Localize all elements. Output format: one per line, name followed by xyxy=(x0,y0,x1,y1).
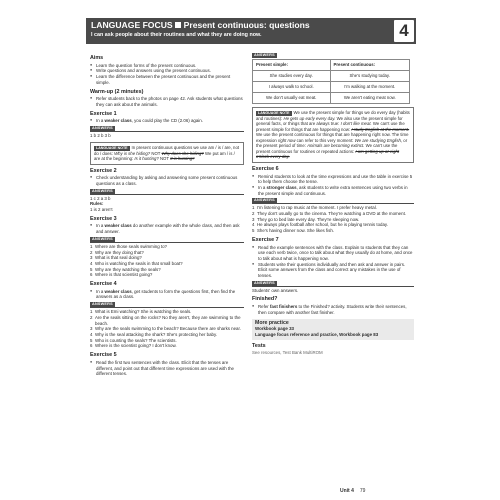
more-practice-item: Workbook page 33 xyxy=(255,326,294,332)
table-row xyxy=(253,82,410,93)
answers-label: ANSWERS xyxy=(254,280,275,285)
exercise-7-heading: Exercise 7 xyxy=(252,236,279,243)
tense-comparison-table xyxy=(252,59,410,104)
exercise-7-text: ● Read the example sentences with the class. Explain to students that they can use each verb twice, once to talk about what they usually do at home, and once to talk about what is happening now. xyxy=(252,245,414,262)
exercise-5-heading: Exercise 5 xyxy=(90,352,117,359)
exercise-2-answers: 1 c 2 a 3 b Rules: 1 is 2 aren't xyxy=(90,194,244,213)
table-header: Present continuous: xyxy=(330,60,409,71)
table-cell: She's studying today. xyxy=(330,71,409,82)
exercise-6-heading: Exercise 6 xyxy=(252,165,279,172)
table-cell: We don't usually eat meat. xyxy=(253,93,331,104)
answers-label: ANSWERS xyxy=(92,188,113,193)
unit-number-badge: 4 xyxy=(392,18,416,44)
exercise-6-tip: ● In a stronger class, ask students to write extra sentences using two verbs in the present simple and continuous. xyxy=(252,185,414,196)
answers-label: ANSWERS xyxy=(92,236,113,241)
exercise-6-text: ● Remind students to look at the time expressions and use the table in exercise 5 to help them choose the tense. xyxy=(252,174,414,185)
answer-item: 3 They go to bed late every day. They're sleeping now. xyxy=(252,216,360,222)
answer-item: 4 Why is the seal attacking the shark? She's protecting her baby. xyxy=(90,332,218,337)
exercise-4-tip: ● In a weaker class, get students to form the questions first, then find the answers as a class. xyxy=(90,289,244,300)
lesson-topic: Present continuous: questions xyxy=(183,20,310,30)
table-header: Present simple: xyxy=(253,60,331,71)
exercise-3-answers xyxy=(90,242,244,278)
answer-item: 4 He always plays football after school, but he is playing tennis today. xyxy=(252,222,388,228)
table-cell: I'm walking at the moment. xyxy=(330,82,409,93)
lesson-header xyxy=(86,18,416,44)
page-footer xyxy=(340,488,365,494)
answer-item: 5 Why are they watching the seals? xyxy=(90,266,161,272)
square-bullet-icon xyxy=(175,22,181,28)
exercise-3-tip: ● In a weaker class do another example with the whole class, and then ask and answer. xyxy=(90,223,244,234)
answer-item: 1 Where are those seals swimming to? xyxy=(90,243,167,249)
teacher-notes-page xyxy=(86,18,416,488)
warmup-heading: Warm-up (2 minutes) xyxy=(90,88,144,95)
table-cell: She studies every day. xyxy=(253,71,331,82)
exercise-1-answers: 1 b 2 b 3 b xyxy=(90,131,244,139)
exercise-5-text: ● Read the first two sentences with the class. Elicit that the tenses are different, and point out that different time expressions are used with the different tenses. xyxy=(90,360,244,377)
table-header-row xyxy=(253,60,410,71)
answer-item: 5 She's having dinner now. She likes fish. xyxy=(252,228,334,234)
answer-item: 2 Why are they doing that? xyxy=(90,249,144,255)
answer-item: 1 I'm listening to rap music at the moment. I prefer heavy metal. xyxy=(252,205,377,211)
more-practice-title: More practice xyxy=(255,319,289,326)
answer-item: 3 Why are the seals swimming to the beach? Because there are sharks near. xyxy=(90,326,241,332)
lesson-subtitle: I can ask people about their routines and what they are doing now. xyxy=(91,32,262,38)
answer-item: 5 Who is counting the seals? The scientists. xyxy=(90,337,177,343)
aim-item: ● Learn the difference between the present continuous and the present simple. xyxy=(90,74,244,85)
exercise-7-answers: Students' own answers. xyxy=(252,286,414,294)
aims-heading: Aims xyxy=(90,55,104,61)
right-column xyxy=(252,52,414,356)
answer-item: 3 What is that seal doing? xyxy=(90,255,142,261)
exercise-1-heading: Exercise 1 xyxy=(90,110,117,117)
exercise-2-heading: Exercise 2 xyxy=(90,167,117,174)
table-cell: I always walk to school. xyxy=(253,82,331,93)
warmup-text: ● Refer students back to the photos on page 42. Ask students what questions they can ask about the animals. xyxy=(90,96,244,107)
answers-label: ANSWERS xyxy=(254,198,275,203)
table-row xyxy=(253,71,410,82)
language-note-2: LANGUAGE NOTE We use the present simple for things we do every day (habits and routines): He gets up early every day. We also use the present simple for general facts, or things that are always true: I don't like meat. We can't use the present simple for things that are happening now: I study English at the moment. We use the present continuous for things that are happening right now. The time expression right now can refer to this very moment: We are studying English, or the present period of time: Animals are becoming extinct. We can't use the present continuous for routines or repeated actions: I am getting up at eight o'clock every day. xyxy=(252,107,414,163)
tests-heading: Tests xyxy=(252,342,266,349)
tests-text: See resources, Test Bank MultiROM xyxy=(252,350,323,356)
page-number: 79 xyxy=(359,488,366,494)
exercise-4-heading: Exercise 4 xyxy=(90,281,117,288)
exercise-3-heading: Exercise 3 xyxy=(90,215,117,222)
finished-heading: Finished? xyxy=(252,296,278,303)
language-note-label: LANGUAGE NOTE xyxy=(96,145,128,150)
footer-unit: Unit 4 xyxy=(340,488,354,494)
answer-item: 6 Where is the scientist going? I don't know. xyxy=(90,343,177,349)
language-note-1: LANGUAGE NOTE In present continuous questions we use am / is / are, not do / does: Why is she hiding? NOT Why does she hiding? We put am / is / are at the beginning: Is it hunting? NOT It is hunting? xyxy=(90,142,244,165)
answers-label: ANSWERS xyxy=(92,126,113,131)
left-column xyxy=(90,52,244,377)
exercise-4-answers xyxy=(90,307,244,349)
aim-item: ● Learn the question forms of the present continuous. xyxy=(90,63,244,69)
answer-item: 6 Where is that scientist going? xyxy=(90,272,153,278)
exercise-7-text: ● Students write their questions individually and then ask and answer in pairs. Elicit some answers from the class and correct any mistakes in the use of tenses. xyxy=(252,262,414,279)
table-row xyxy=(253,93,410,104)
language-note-label: LANGUAGE NOTE xyxy=(258,111,290,115)
exercise-6-answers xyxy=(252,203,414,234)
exercise-2-text: ● Check understanding by asking and answering some present continuous questions as a class. xyxy=(90,175,244,186)
answers-label: ANSWERS xyxy=(92,302,113,307)
table-cell: We aren't eating meat now. xyxy=(330,93,409,104)
more-practice-box xyxy=(252,319,414,340)
answer-item: 1 What is Emi watching? She is watching the seals. xyxy=(90,309,192,315)
aim-item: ● Write questions and answers using the present continuous. xyxy=(90,68,244,74)
section-label: LANGUAGE FOCUS xyxy=(91,20,173,30)
finished-text: ● Refer fast finishers to the Finished? activity. Students write their sentences, then compare with another fast finisher. xyxy=(252,304,414,315)
answers-label: ANSWERS xyxy=(254,53,275,57)
answer-item: 4 Who is watching the seals in that small boat? xyxy=(90,260,183,266)
answer-item: 2 Are the seals sitting on the rocks? No they aren't, they are swimming to the beach. xyxy=(90,314,241,326)
answer-item: 2 They don't usually go to the cinema. They're watching a DVD at the moment. xyxy=(252,211,407,217)
more-practice-item: Language focus reference and practice, Workbook page 83 xyxy=(255,331,379,337)
lesson-title xyxy=(91,20,310,30)
exercise-1-tip: ● In a weaker class, you could play the CD (2.06) again. xyxy=(90,118,244,124)
